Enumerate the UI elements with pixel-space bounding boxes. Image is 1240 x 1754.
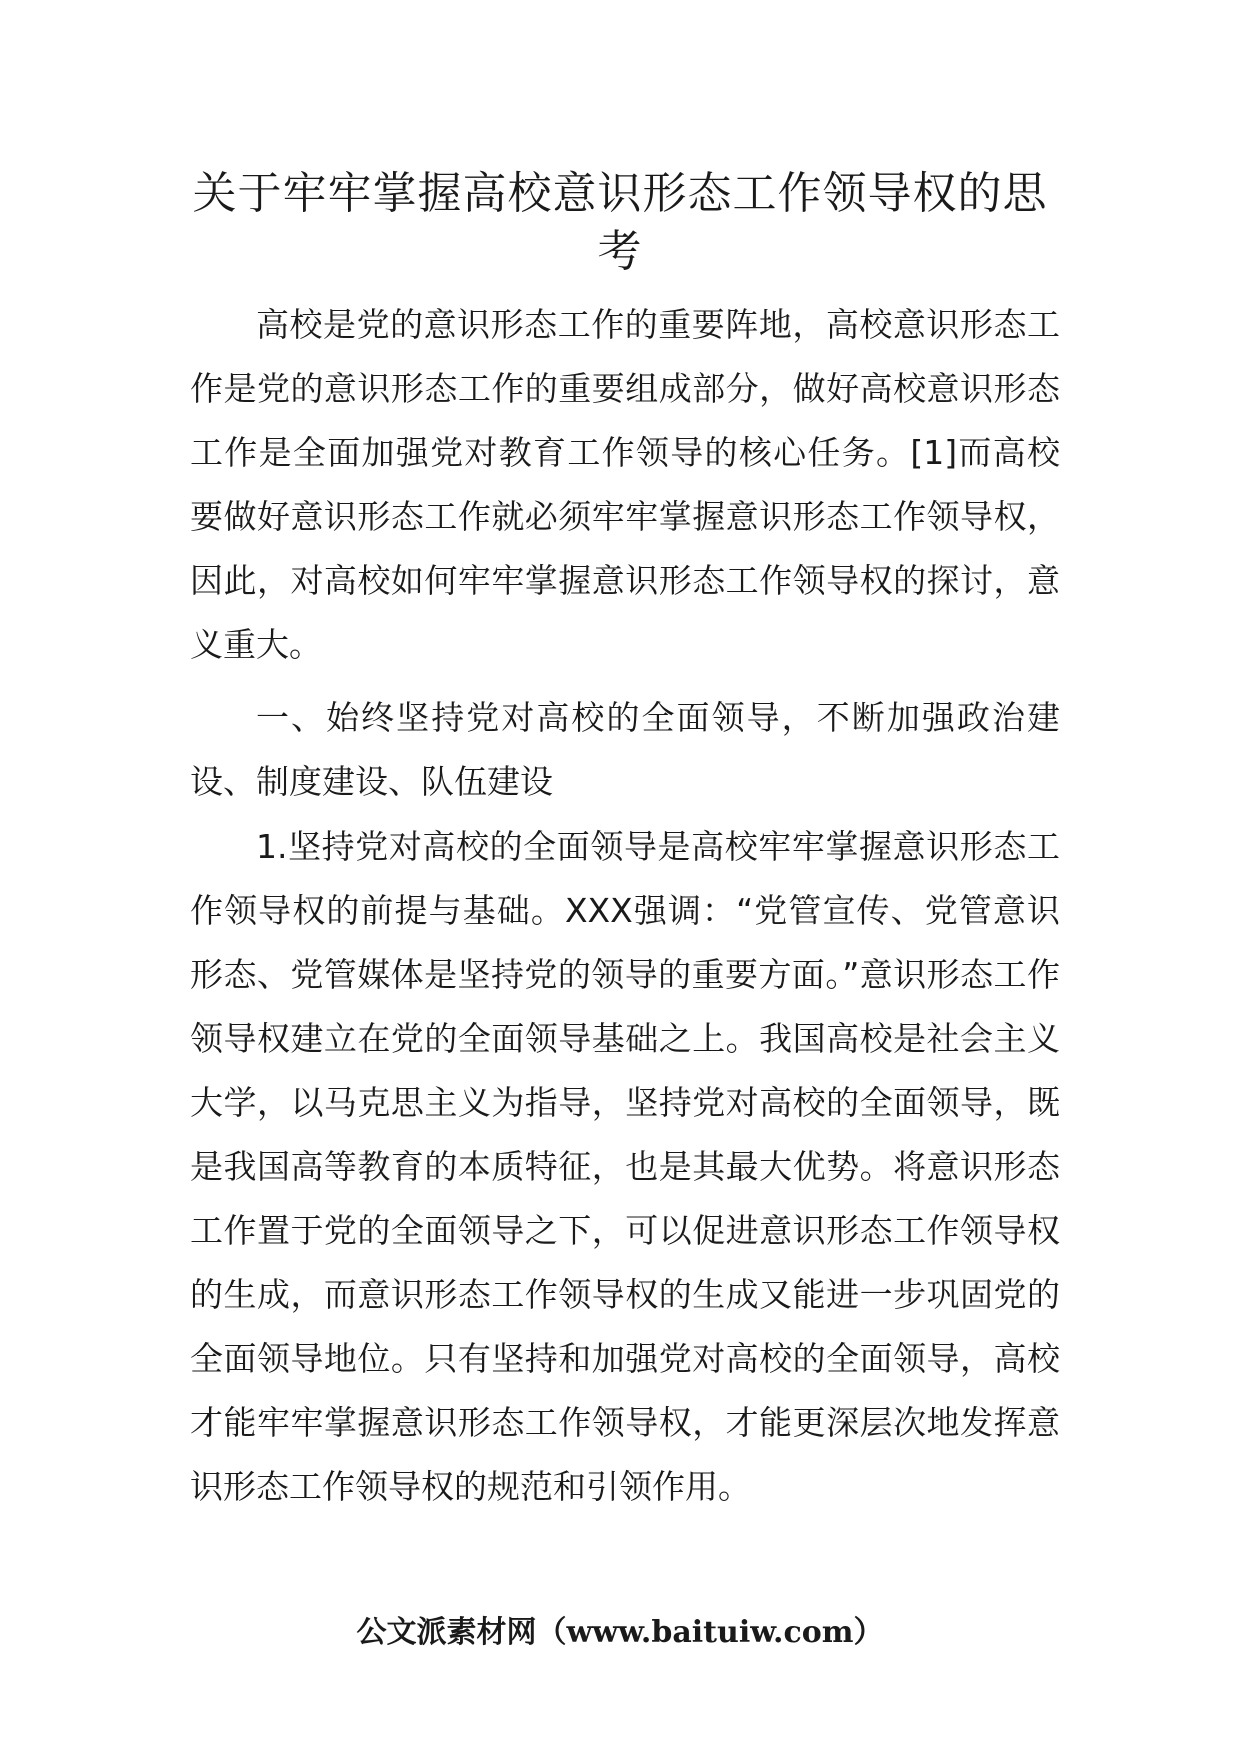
footer-watermark: 公文派素材网（www.baituiw.com） bbox=[356, 1615, 884, 1650]
document-title: 关于牢牢掌握高校意识形态工作领导权的思考 bbox=[192, 168, 1048, 277]
section-paragraph-1: 1.坚持党对高校的全面领导是高校牢牢掌握意识形态工作领导权的前提与基础。XXX强调：“党管宣传、党管意识形态、党管媒体是坚持党的领导的重要方面。”意识形态工作领导权建立在党的全面领导基础之上。我国高校是社会主义大学，以马克思主义为指导，坚持党对高校的全面领导，既是我国高等教育的本质特征，也是其最大优势。将意识形态工作置于党的全面领导之下，可以促进意识形态工作领导权的生成，而意识形态工作领导权的生成又能进一步巩固党的全面领导地位。只有坚持和加强党对高校的全面领导，高校才能牢牢掌握意识形态工作领导权，才能更深层次地发挥意识形态工作领导权的规范和引领作用。 bbox=[190, 827, 1060, 1506]
intro-paragraph: 高校是党的意识形态工作的重要阵地，高校意识形态工作是党的意识形态工作的重要组成部分，做好高校意识形态工作是全面加强党对教育工作领导的核心任务。[1]而高校要做好意识形态工作就必须牢牢掌握意识形态工作领导权，因此，对高校如何牢牢掌握意识形态工作领导权的探讨，意义重大。 bbox=[190, 305, 1060, 664]
section-heading-1: 一、始终坚持党对高校的全面领导，不断加强政治建设、制度建设、队伍建设 bbox=[190, 698, 1060, 801]
